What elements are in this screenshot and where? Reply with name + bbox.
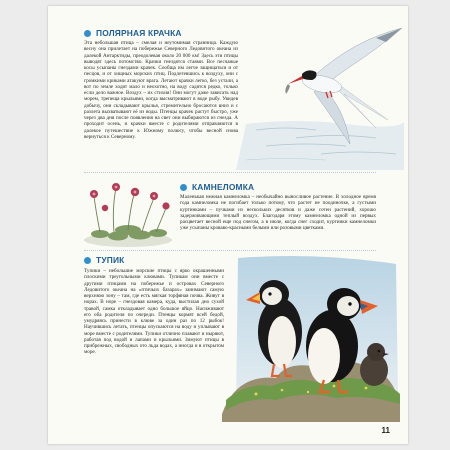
title-bullet-icon (84, 257, 91, 264)
section-title-text: КАМНЕЛОМКА (192, 182, 255, 192)
title-bullet-icon (84, 30, 91, 37)
divider (84, 172, 376, 173)
section-title-text: ТУПИК (96, 255, 125, 265)
tern-illustration (226, 20, 406, 170)
page-number: 11 (381, 426, 390, 435)
section-title-tern (84, 28, 182, 38)
section-text-puffin: Тупики – небольшие морские птицы с ярко окрашенными плоскими треугольными клювами. Тупикам они вместе с другими птицами на побережье и островах Северного Ледовитого океана на «птичьих базарах» занимают самую верхнюю зону – там, где есть мягкая торфяная почва. Живут в норах. В норе – гнездовая камера, куда, выстилая дно сухой травой, самка откладывает одно большое яйцо. Насиживают его оба родителя по очереди. Птенцы кормят всей бедой, умудряясь принести в клюве за один раз по 12 рыбок! Научившись летать, птенцы опускаются на воду и уплывают в море вместе с родителями. Тупики отлично плавают и ныряют, работая под водой и лапами и крыльями. Зимуют птицы в прибрежных, свободных ото льда водах, а иногда и в открытом море. (84, 268, 224, 356)
book-page (48, 6, 408, 444)
puffin-illustration (216, 254, 402, 422)
section-text-tern: Эта небольшая птица – смелая и неутомимая странница. Каждую весну она прилетает на побережье Северного Ледовитого океана из далекой Антарктиды, преодолевая около 20 000 км! Здесь эти птицы выводят здесь потомство. Крачки гнездятся стаями. Все песчаные косы усыпаны гнездами крачек. Сообща им легче защищаться и от песцов, и от хищных морских птиц. Подлетевшись к воздуху, они с громкими криками атакуют врага. Летают крачки легко, без устали, а вот по земле ходят мало и неохотно, на воду садятся редко, только если дело важное. Воздух – их стихия! Они могут даже зависать над морем, трепеща крыльями, когда высматривают в воде рыбу. Увидев добычу, они складывают крылья, стремительно бросаются вниз и с разлета выхватывают её из воды. Птенцы крачек растут быстро, уже через два дня после появления на свет они выбираются из гнезда. А проходит осень, и крачки вместе с родителями отправляются в далекое путешествие к Южному полюсу, чтобы весной снова вернуться к Северному. (84, 40, 238, 140)
section-title-puffin (84, 255, 124, 265)
divider (84, 250, 376, 251)
section-title-text: ПОЛЯРНАЯ КРАЧКА (96, 28, 182, 38)
saxifrage-illustration (78, 178, 178, 250)
sea-waves (236, 121, 404, 170)
section-title-saxifrage (180, 182, 254, 192)
section-text-saxifrage: Маленькая нежная камнеломка – необычайно выносливое растение. В холодное время года камнеломка не погибает только потому, что растет не поодиночке, а густыми куртинками – пучками из нескольких десятков и даже сотен растений, хорошо задерживающими теплый воздух. Благодаря этому камнеломка одной из первых расцветает весной еще под снегом, а в июле, когда снег сходит, куртинки камнеломки уже усыпаны кроваво-красными белыми или розовыми цветками. (180, 194, 376, 232)
title-bullet-icon (180, 184, 187, 191)
